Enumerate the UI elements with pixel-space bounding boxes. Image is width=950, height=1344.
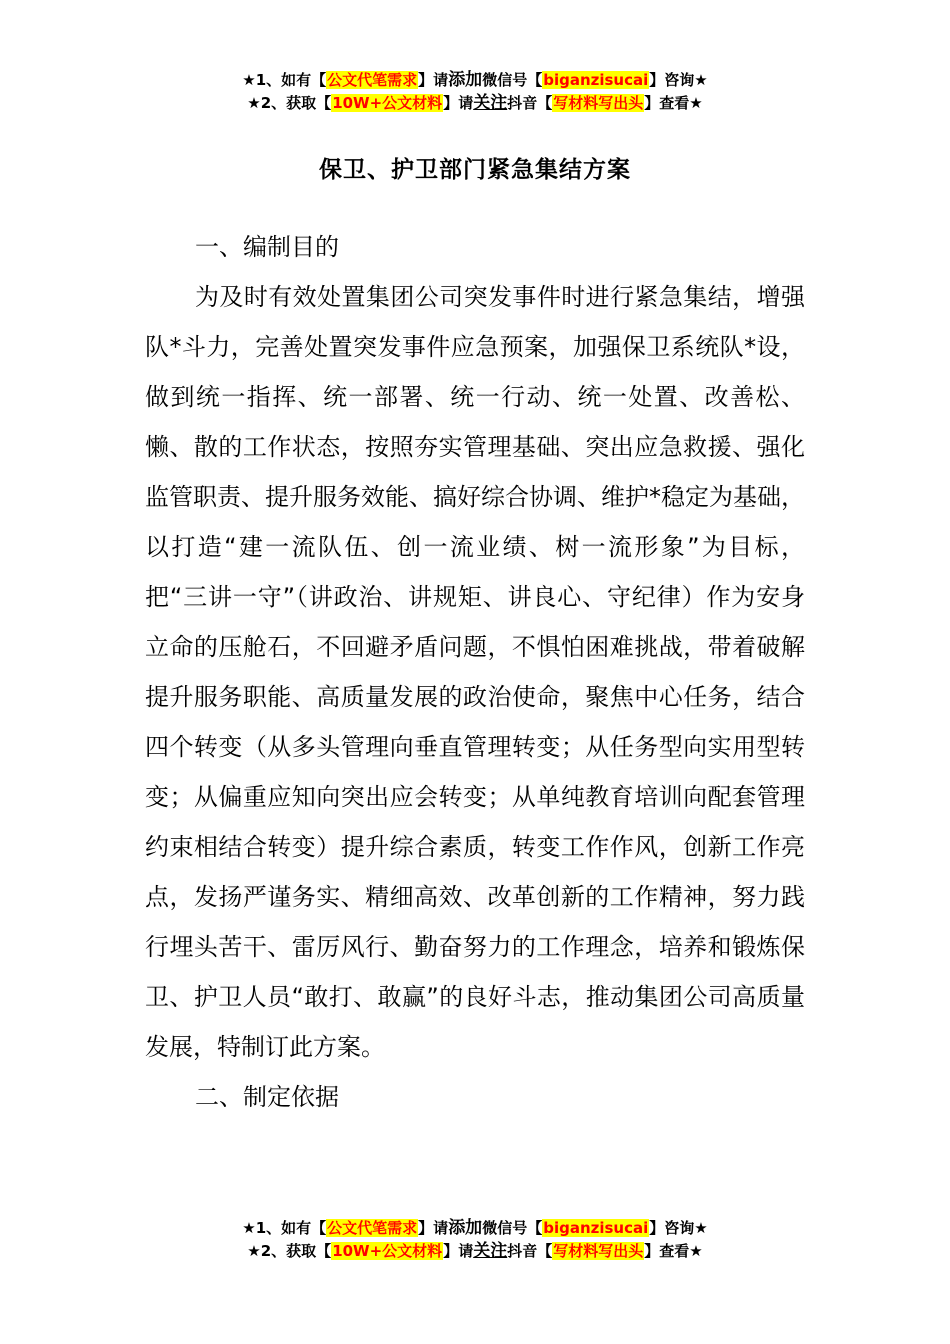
footer-line-2-highlight-account: 写材料写出头 — [553, 1242, 644, 1260]
footer-line-1-highlight-service: 公文代笔需求 — [327, 1219, 418, 1237]
banner-line-2-emphasis: 关注 — [473, 93, 508, 113]
banner-line-2-highlight-materials: 10W+公文材料 — [332, 94, 443, 112]
banner-line-1-mid: 】请 — [418, 71, 449, 89]
banner-line-2-highlight-account: 写材料写出头 — [553, 94, 644, 112]
footer-line-1-emphasis: 添加 — [448, 1218, 483, 1238]
document-body — [145, 222, 805, 1122]
banner-line-1-suffix: 】咨询★ — [649, 71, 708, 89]
banner-line-1-highlight-wechat-id: biganzisucai — [543, 71, 649, 89]
banner-line-1-emphasis: 添加 — [448, 70, 483, 90]
footer-line-1-mid-2: 微信号【 — [482, 1219, 543, 1237]
footer-line-2-prefix: ★2、获取【 — [247, 1242, 332, 1260]
footer-line-1-suffix: 】咨询★ — [649, 1219, 708, 1237]
banner-line-1-highlight-service: 公文代笔需求 — [327, 71, 418, 89]
section-paragraph-purpose: 为及时有效处置集团公司突发事件时进行紧急集结，增强队*斗力，完善处置突发事件应急预案，加强保卫系统队*设，做到统一指挥、统一部署、统一行动、统一处置、改善松、懒、散的工作状态，按照夯实管理基础、突出应急救援、强化监管职责、提升服务效能、搞好综合协调、维护*稳定为基础，以打造“建一流队伍、创一流业绩、树一流形象”为目标，把“三讲一守”（讲政治、讲规矩、讲良心、守纪律）作为安身立命的压舱石，不回避矛盾问题，不惧怕困难挑战，带着破解提升服务职能、高质量发展的政治使命，聚焦中心任务，结合四个转变（从多头管理向垂直管理转变；从任务型向实用型转变；从偏重应知向突出应会转变；从单纯教育培训向配套管理约束相结合转变）提升综合素质，转变工作作风，创新工作亮点，发扬严谨务实、精细高效、改革创新的工作精神，努力践行埋头苦干、雷厉风行、勤奋努力的工作理念，培养和锻炼保卫、护卫人员“敢打、敢赢”的良好斗志，推动集团公司高质量发展，特制订此方案。 — [145, 283, 805, 1061]
footer-banner — [0, 1217, 950, 1263]
footer-line-2-mid-2: 抖音【 — [507, 1242, 553, 1260]
banner-line-2 — [0, 92, 950, 115]
banner-line-1 — [0, 69, 950, 92]
banner-line-2-mid: 】请 — [443, 94, 474, 112]
footer-line-1-prefix: ★1、如有【 — [242, 1219, 327, 1237]
document-title: 保卫、护卫部门紧急集结方案 — [319, 157, 631, 183]
footer-banner-line-1 — [0, 1217, 950, 1240]
banner-line-1-mid-2: 微信号【 — [482, 71, 543, 89]
header-banner — [0, 69, 950, 115]
footer-line-2-highlight-materials: 10W+公文材料 — [332, 1242, 443, 1260]
section-heading-basis: 二、制定依据 — [195, 1083, 339, 1111]
banner-line-2-prefix: ★2、获取【 — [247, 94, 332, 112]
banner-line-1-prefix: ★1、如有【 — [242, 71, 327, 89]
footer-line-2-suffix: 】查看★ — [644, 1242, 703, 1260]
banner-line-2-suffix: 】查看★ — [644, 94, 703, 112]
footer-line-2-mid: 】请 — [443, 1242, 474, 1260]
section-heading-purpose: 一、编制目的 — [195, 233, 339, 261]
footer-line-1-mid: 】请 — [418, 1219, 449, 1237]
footer-line-1-highlight-wechat-id: biganzisucai — [543, 1219, 649, 1237]
banner-line-2-mid-2: 抖音【 — [507, 94, 553, 112]
footer-banner-line-2 — [0, 1240, 950, 1263]
footer-line-2-emphasis: 关注 — [473, 1241, 508, 1261]
